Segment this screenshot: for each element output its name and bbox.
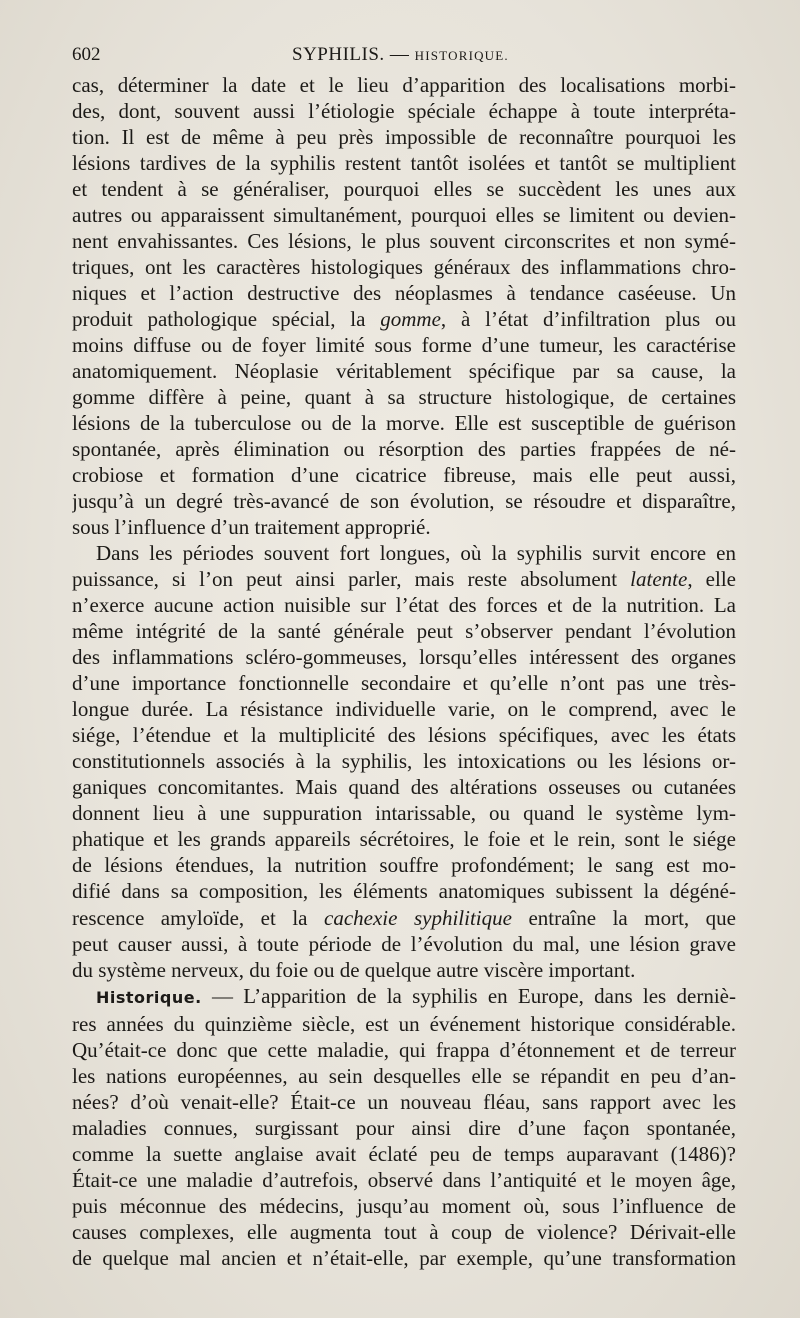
text-line: nent envahissantes. Ces lésions, le plus souvent circonscrites et non symé- [72, 229, 736, 254]
header-subtitle: HISTORIQUE. [414, 48, 509, 63]
text-line: Qu’était-ce donc que cette maladie, qui frappa d’étonnement et de terreur [72, 1037, 736, 1062]
text-line: causes complexes, elle augmenta tout à coup de violence? Dérivait-elle [72, 1219, 736, 1244]
text-line: constitutionnels associés à la syphilis, les intoxications ou les lésions or- [72, 749, 736, 774]
text-line: triques, ont les caractères histologiques généraux des inflammations chro- [72, 255, 736, 280]
text-line: longue durée. La résistance individuelle varie, on le comprend, avec le [72, 697, 736, 722]
paragraph-1 [72, 72, 736, 540]
text-line: maladies connues, surgissant pour ainsi dire d’une façon spontanée, [72, 1115, 736, 1140]
text-line: nées? d’où venait-elle? Était-ce un nouveau fléau, sans rapport avec les [72, 1089, 736, 1114]
text-line [72, 905, 736, 931]
text-line: tion. Il est de même à peu près impossible de reconnaître pourquoi les [72, 125, 736, 150]
text-line: puis méconnue des médecins, jusqu’au moment où, sous l’influence de [72, 1193, 736, 1218]
text-line: moins diffuse ou de foyer limité sous forme d’une tumeur, les caractérise [72, 333, 736, 358]
text-run: puissance, si l’on peut ainsi parler, mais reste absolument [72, 567, 631, 592]
text-line: sous l’influence d’un traitement approprié. [72, 515, 431, 540]
text-line [72, 306, 736, 332]
text-line: de lésions étendues, la nutrition souffre profondément; le sang est mo- [72, 853, 736, 878]
text-line: les nations européennes, au sein desquelles elle se répandit en peu d’an- [72, 1063, 736, 1088]
text-line: lésions de la tuberculose ou de la morve. Elle est susceptible de guérison [72, 411, 736, 436]
text-line: gomme diffère à peine, quant à sa structure histologique, de certaines [72, 385, 736, 410]
text-line: spontanée, après élimination ou résorption des parties frappées de né- [72, 437, 736, 462]
text-line: comme la suette anglaise avait éclaté peu de temps auparavant (1486)? [72, 1141, 736, 1166]
text-line: jusqu’à un degré très-avancé de son évolution, se résoudre et disparaître, [72, 489, 736, 514]
text-line: d’une importance fonctionnelle secondaire et qu’elle n’ont pas une très- [72, 671, 736, 696]
text-line: res années du quinzième siècle, est un événement historique considérable. [72, 1011, 736, 1036]
body-text [72, 72, 736, 1271]
text-line: niques et l’action destructive des néoplasmes à tendance caséeuse. Un [72, 281, 736, 306]
text-run: , elle [687, 567, 736, 592]
text-line: Était-ce une maladie d’autrefois, observé dans l’antiquité et le moyen âge, [72, 1167, 736, 1192]
text-line: autres ou apparaissent simultanément, pourquoi elles se limitent ou devien- [72, 203, 736, 228]
text-line: des, dont, souvent aussi l’étiologie spéciale échappe à toute interpréta- [72, 99, 736, 124]
text-line: difié dans sa composition, les éléments anatomiques subissent la dégéné- [72, 879, 736, 904]
running-header [72, 44, 736, 74]
paragraph-2 [72, 540, 736, 982]
text-run: — L’apparition de la syphilis en Europe, dans les derniè- [201, 983, 736, 1008]
header-title: SYPHILIS. [292, 44, 385, 65]
text-line: des inflammations scléro-gommeuses, lorsqu’elles intéressent des organes [72, 645, 736, 670]
text-run: produit pathologique spécial, la [72, 307, 381, 332]
italic-term-cachexie: cachexie syphilitique [324, 905, 512, 930]
text-line: phatique et les grands appareils sécrétoires, le foie et le rein, sont le siége [72, 827, 736, 852]
italic-term-gomme: gomme [380, 307, 441, 332]
running-title [292, 44, 509, 66]
section-heading: Historique. [96, 987, 202, 1007]
text-line: peut causer aussi, à toute période de l’évolution du mal, une lésion grave [72, 931, 736, 956]
page-number: 602 [72, 44, 101, 65]
header-separator: — [389, 44, 410, 65]
text-line [72, 566, 736, 592]
italic-term-latente: latente [630, 567, 688, 592]
text-line: anatomiquement. Néoplasie véritablement spécifique par sa cause, la [72, 359, 736, 384]
text-line: de quelque mal ancien et n’était-elle, par exemple, qu’une transformation [72, 1245, 736, 1270]
text-line: n’exerce aucune action nuisible sur l’état des forces et de la nutrition. La [72, 593, 736, 618]
text-line: donnent lieu à une suppuration intarissable, ou quand le système lym- [72, 801, 736, 826]
text-line: cas, déterminer la date et le lieu d’apparition des localisations morbi- [72, 73, 736, 97]
text-run: rescence amyloïde, et la [72, 905, 325, 930]
text-run: , à l’état d’infiltration plus ou [440, 307, 736, 332]
text-line: du système nerveux, du foie ou de quelque autre viscère important. [72, 957, 636, 982]
text-line: siége, l’étendue et la multiplicité des lésions spécifiques, avec les états [72, 723, 736, 748]
text-line: et tendent à se généraliser, pourquoi elles se succèdent les unes aux [72, 177, 736, 202]
text-line: crobiose et formation d’une cicatrice fibreuse, mais elle peut aussi, [72, 463, 736, 488]
text-line: Dans les périodes souvent fort longues, où la syphilis survit encore en [96, 541, 736, 566]
text-line [72, 983, 736, 1011]
text-run: entraîne la mort, que [511, 905, 736, 930]
text-line: ganiques concomitantes. Mais quand des altérations osseuses ou cutanées [72, 775, 736, 800]
section-historique [72, 983, 736, 1271]
text-line: même intégrité de la santé générale peut s’observer pendant l’évolution [72, 619, 736, 644]
text-line: lésions tardives de la syphilis restent tantôt isolées et tantôt se multiplient [72, 151, 736, 176]
